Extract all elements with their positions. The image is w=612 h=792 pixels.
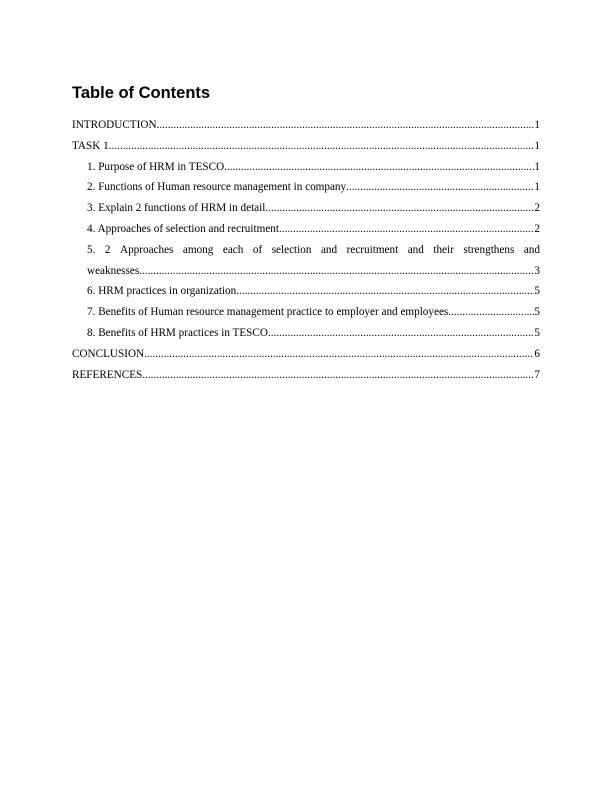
toc-page-number: 5 (534, 285, 540, 298)
toc-word: among (182, 243, 214, 256)
toc-page-number: 3 (534, 264, 540, 277)
toc-page-number: 7 (534, 368, 540, 381)
toc-dot-leader (346, 177, 534, 198)
toc-page-number: 2 (534, 202, 540, 215)
toc-word: and (407, 243, 424, 256)
toc-entry-text: 7. Benefits of Human resource management practice to employer and employees (87, 306, 449, 319)
toc-entry-first-line (87, 240, 540, 261)
toc-word: Approaches (119, 243, 174, 256)
toc-entry-purpose-of-hrm[interactable] (72, 157, 540, 178)
toc-dot-leader (268, 323, 534, 344)
toc-entry-text: 2. Functions of Human resource management in company (87, 181, 347, 194)
toc-page-number: 1 (534, 119, 540, 131)
toc-entry-introduction[interactable] (72, 115, 540, 136)
toc-page-number: 1 (534, 160, 540, 173)
toc-word: each (222, 243, 244, 256)
toc-entry-text: CONCLUSION (72, 347, 145, 360)
toc-word: recruitment (346, 243, 399, 256)
toc-word: 5. (87, 243, 96, 256)
toc-page-number: 2 (534, 222, 540, 235)
toc-dot-leader (139, 261, 534, 282)
toc-word: selection (271, 243, 312, 256)
toc-entry-text: 3. Explain 2 functions of HRM in detail (87, 202, 266, 215)
toc-entry-text: INTRODUCTION (72, 119, 157, 131)
toc-entry-text: REFERENCES (72, 368, 143, 381)
toc-word: strengthens (463, 243, 515, 256)
toc-entry-benefits-hrm-tesco[interactable] (72, 323, 540, 344)
table-of-contents (72, 115, 540, 385)
toc-dot-leader (144, 344, 534, 365)
toc-word: and (320, 243, 338, 256)
toc-entry-task-1[interactable] (72, 136, 540, 157)
toc-entry-text: 4. Approaches of selection and recruitment (87, 222, 279, 235)
toc-title: Table of Contents (72, 84, 211, 102)
toc-word: of (252, 243, 263, 256)
toc-dot-leader (265, 198, 534, 219)
toc-entry-benefits-hrm-practice[interactable] (72, 302, 540, 323)
toc-entry-text: weaknesses (87, 264, 140, 277)
toc-entry-functions-of-hrm[interactable] (72, 177, 540, 198)
toc-page-number: 5 (534, 306, 540, 319)
toc-entry-second-line (87, 261, 540, 282)
toc-word: 2 (104, 243, 111, 256)
toc-entry-conclusion[interactable] (72, 344, 540, 365)
toc-page-number: 1 (534, 139, 540, 152)
toc-word: their (433, 243, 454, 256)
toc-dot-leader (448, 302, 534, 323)
toc-dot-leader (224, 157, 534, 178)
toc-dot-leader (142, 365, 534, 386)
toc-dot-leader (157, 115, 535, 136)
toc-page-number: 6 (534, 347, 540, 360)
toc-entry-text: 1. Purpose of HRM in TESCO (87, 160, 225, 173)
toc-dot-leader (279, 219, 534, 240)
toc-entry-approaches-strengths[interactable] (72, 240, 540, 282)
toc-page-number: 5 (534, 326, 540, 339)
toc-entry-text: 6. HRM practices in organization (87, 285, 237, 298)
toc-page-number: 1 (534, 181, 540, 194)
toc-entry-text: 8. Benefits of HRM practices in TESCO (87, 326, 268, 339)
toc-entry-approaches-selection[interactable] (72, 219, 540, 240)
toc-entry-hrm-practices[interactable] (72, 281, 540, 302)
toc-word: and (523, 243, 540, 256)
toc-dot-leader (109, 136, 535, 157)
toc-dot-leader (236, 281, 534, 302)
toc-entry-explain-functions[interactable] (72, 198, 540, 219)
toc-entry-references[interactable] (72, 365, 540, 386)
toc-entry-text: TASK 1 (72, 139, 109, 152)
